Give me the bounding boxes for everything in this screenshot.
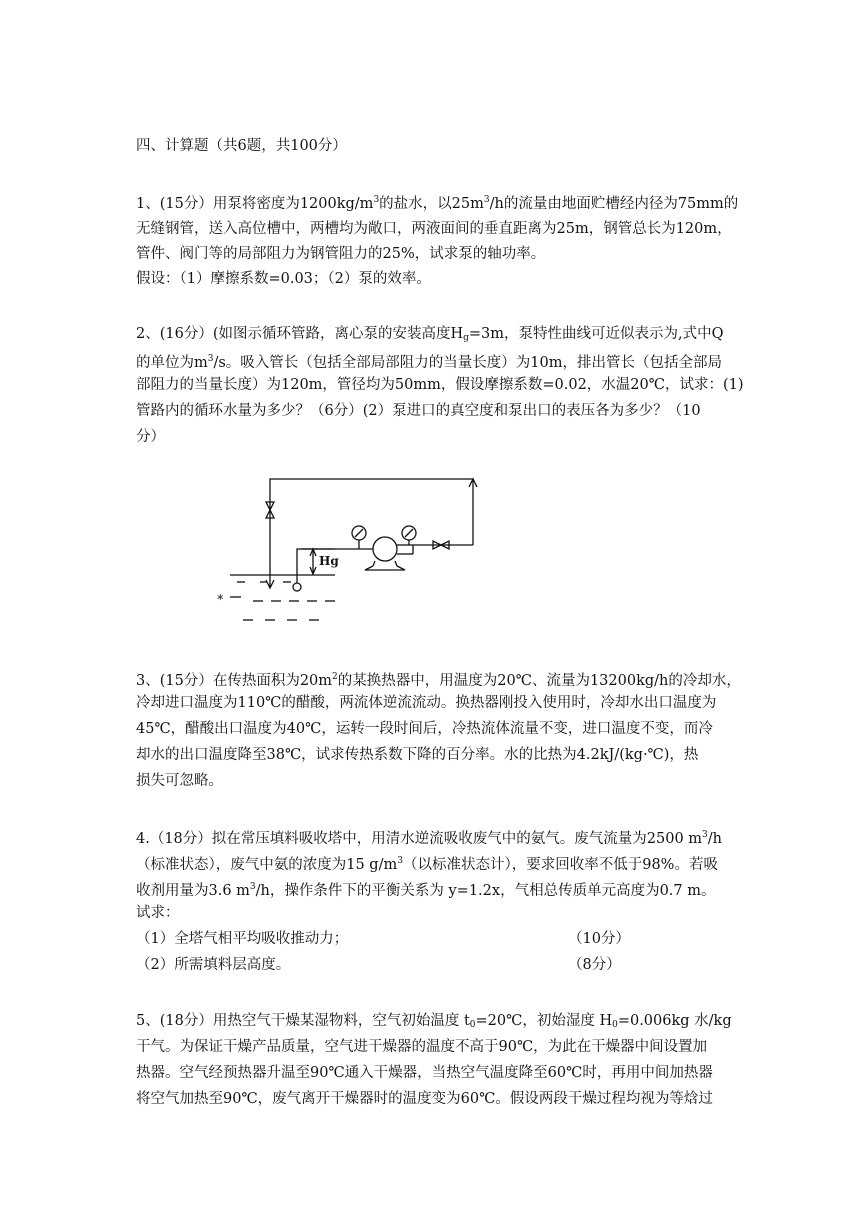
q4-line-1: 4.（18分）拟在常压填料吸收塔中，用清水逆流吸收废气中的氨气。废气流量为2500 $m^3/h$ <box>136 830 723 847</box>
diagram-marker: * <box>217 593 224 608</box>
section-title: 四、计算题（共6题，共100分） <box>136 138 347 154</box>
q3-line-2: 冷却进口温度为110℃的醋酸，两流体逆流流动。换热器刚投入使用时，冷却水出口温度为 <box>136 695 717 711</box>
q3-line-3: 45℃，醋酸出口温度为40℃，运转一段时间后，冷热流体流量不变，进口温度不变，而冷 <box>136 721 713 737</box>
pipeline-diagram <box>215 470 485 630</box>
diagram-label-hg: Hg <box>319 554 339 568</box>
q3-line-1: 3、(15分）在传热面积为$20m^2$的某换热器中，用温度为20℃、流量为13200kg/h的冷却水， <box>136 672 741 689</box>
q4-line-2: （标准状态），废气中氨的浓度为15 $g/m^3$（以标准状态计），要求回收率不低于98%。若吸 <box>136 856 718 873</box>
q2-line-5: 分） <box>136 429 165 445</box>
q1-line-1: 1、(15分）用泵将密度为$1200kg/m^3$的盐水，以$25m^3/h$的流量由地面贮槽经内径为75mm的 <box>136 195 739 212</box>
q1-line-4: 假设：（1）摩擦系数=0.03；（2）泵的效率。 <box>136 271 431 287</box>
foot-valve-icon <box>293 583 301 591</box>
suction-return-pipe <box>270 479 473 575</box>
pump-base <box>365 566 405 570</box>
q1-line-2: 无缝钢管，送入高位槽中，两槽均为敞口，两液面间的垂直距离为25m，钢管总长为120m， <box>136 221 732 237</box>
q4-line-3: 收剂用量为3.6 $m^3/h$，操作条件下的平衡关系为 y=1.2x，气相总传质单元高度为0.7 m。 <box>136 882 716 899</box>
q5-line-2: 干气。为保证干燥产品质量，空气进干燥器的温度不高于90℃，为此在干燥器中间设置加 <box>136 1039 708 1055</box>
q4-item-2: （2）所需填料层高度。 <box>136 957 291 973</box>
q4-item-1: （1）全塔气相平均吸收推动力； <box>136 931 349 947</box>
q2-line-4: 管路内的循环水量为多少？（6分）(2）泵进口的真空度和泵出口的表压各为多少？（10 <box>136 403 701 419</box>
q1-line-3: 管件、阀门等的局部阻力为钢管阻力的25%，试求泵的轴功率。 <box>136 246 546 262</box>
q4-item-2-score: （8分） <box>568 957 621 973</box>
q2-line-3: 部阻力的当量长度）为120m，管径均为50mm，假设摩擦系数=0.02，水温20℃，试求：(1) <box>136 377 744 393</box>
pump-icon <box>373 537 397 561</box>
q4-line-4: 试求： <box>136 905 180 921</box>
q5-line-4: 将空气加热至90℃，废气离开干燥器时的温度变为60℃。假设两段干燥过程均视为等焓过 <box>136 1091 713 1107</box>
q2-line-2: 的单位为$m^3/s$。吸入管长（包括全部局部阻力的当量长度）为10m，排出管长（包括全部局 <box>136 354 723 371</box>
q4-item-1-score: （10分） <box>568 931 630 947</box>
q5-line-3: 热器。空气经预热器升温至90℃通入干燥器，当热空气温度降至60℃时，再用中间加热器 <box>136 1065 713 1081</box>
q5-line-1: 5、(18分）用热空气干燥某湿物料，空气初始温度 $t_0=20℃$，初始湿度 $H_0=0.006kg$ 水/kg <box>136 1013 732 1030</box>
q3-line-4: 却水的出口温度降至38℃，试求传热系数下降的百分率。水的比热为4.2kJ/(kg·℃)，热 <box>136 747 699 763</box>
q3-line-5: 损失可忽略。 <box>136 773 223 789</box>
q2-line-1: 2、(16分）(如图示循环管路，离心泵的安装高度$H_g=3m$，泵特性曲线可近似表示为,式中Q <box>136 326 724 343</box>
